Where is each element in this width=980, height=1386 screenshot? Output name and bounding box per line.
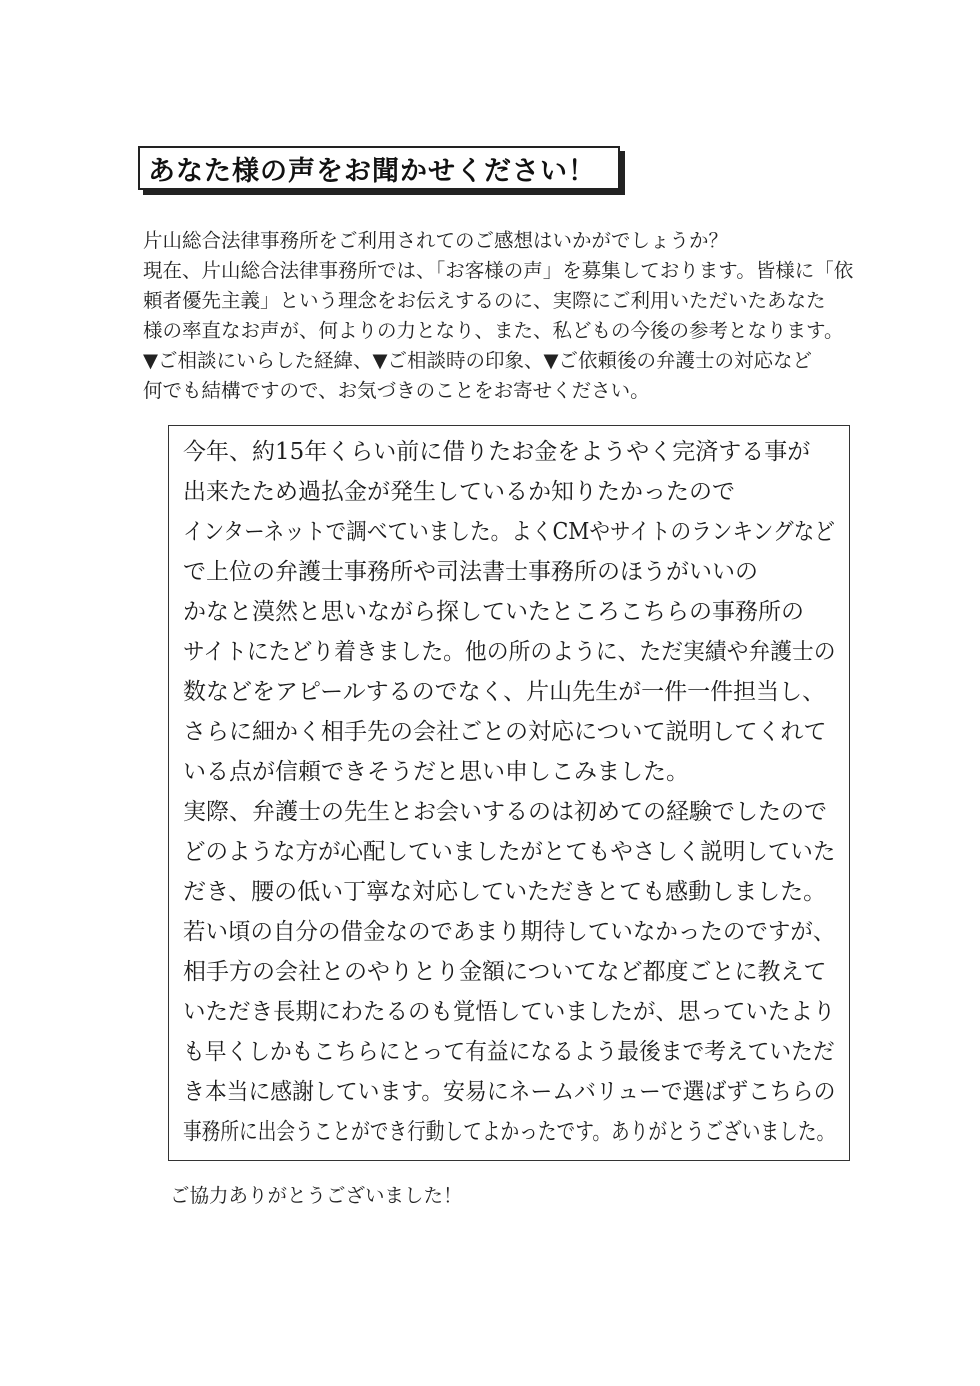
handwritten-line: 若い頃の自分の借金なのであまり期待していなかったのですが、 <box>183 919 836 945</box>
page-title: あなた様の声をお聞かせください！ <box>148 155 596 187</box>
intro-line: ▼ご相談にいらした経緯、▼ご相談時の印象、▼ご依頼後の弁護士の対応など <box>143 349 812 372</box>
closing-message: ご協力ありがとうございました！ <box>170 1184 463 1207</box>
title-banner <box>138 146 620 190</box>
intro-line: 何でも結構ですので、お気づきのことをお寄せください。 <box>143 379 650 402</box>
handwritten-line: 出来たため過払金が発生しているか知りたかったので <box>183 479 735 505</box>
intro-line: 頼者優先主義」という理念をお伝えするのに、実際にご利用いただいたあなた <box>143 289 826 312</box>
handwritten-line: だき、腰の低い丁寧な対応していただきとても感動しました。 <box>183 879 827 905</box>
intro-line: 現在、片山総合法律事務所では、「お客様の声」を募集しております。皆様に「依 <box>143 259 854 282</box>
handwritten-line: も早くしかもこちらにとって有益になるよう最後まで考えていただ <box>183 1039 835 1065</box>
handwritten-line: かなと漠然と思いながら探していたところこちらの事務所の <box>183 599 804 625</box>
handwritten-line: いただき長期にわたるのも覚悟していましたが、思っていたより <box>183 999 836 1025</box>
handwritten-line: どのような方が心配していましたがとてもやさしく説明していた <box>183 839 836 865</box>
handwritten-line: いる点が信頼できそうだと思い申しこみました。 <box>183 759 689 785</box>
handwritten-line: 実際、弁護士の先生とお会いするのは初めての経験でしたので <box>183 799 827 825</box>
handwritten-line: さらに細かく相手先の会社ごとの対応について説明してくれて <box>183 719 827 745</box>
handwritten-comment-box <box>168 425 850 1161</box>
handwritten-line: 相手方の会社とのやりとり金額についてなど都度ごとに教えて <box>183 959 827 985</box>
handwritten-line: き本当に感謝しています。安易にネームバリューで選ばずこちらの <box>183 1079 836 1105</box>
intro-line: 片山総合法律事務所をご利用されてのご感想はいかがでしょうか？ <box>143 229 729 252</box>
handwritten-line: 事務所に出会うことができ行動してよかったです。ありがとうございました。 <box>183 1119 836 1145</box>
intro-paragraph <box>143 226 863 406</box>
handwritten-line: インターネットで調べていました。よくCMやサイトのランキングなど <box>183 519 835 545</box>
handwritten-line: サイトにたどり着きました。他の所のように、ただ実績や弁護士の <box>183 639 836 665</box>
intro-line: 様の率直なお声が、何よりの力となり、また、私どもの今後の参考となります。 <box>143 319 844 342</box>
handwritten-line: 数などをアピールするのでなく、片山先生が一件一件担当し、 <box>183 679 826 705</box>
handwritten-line: 今年、約15年くらい前に借りたお金をようやく完済する事が <box>183 439 811 465</box>
handwritten-line: で上位の弁護士事務所や司法書士事務所のほうがいいの <box>183 559 758 585</box>
